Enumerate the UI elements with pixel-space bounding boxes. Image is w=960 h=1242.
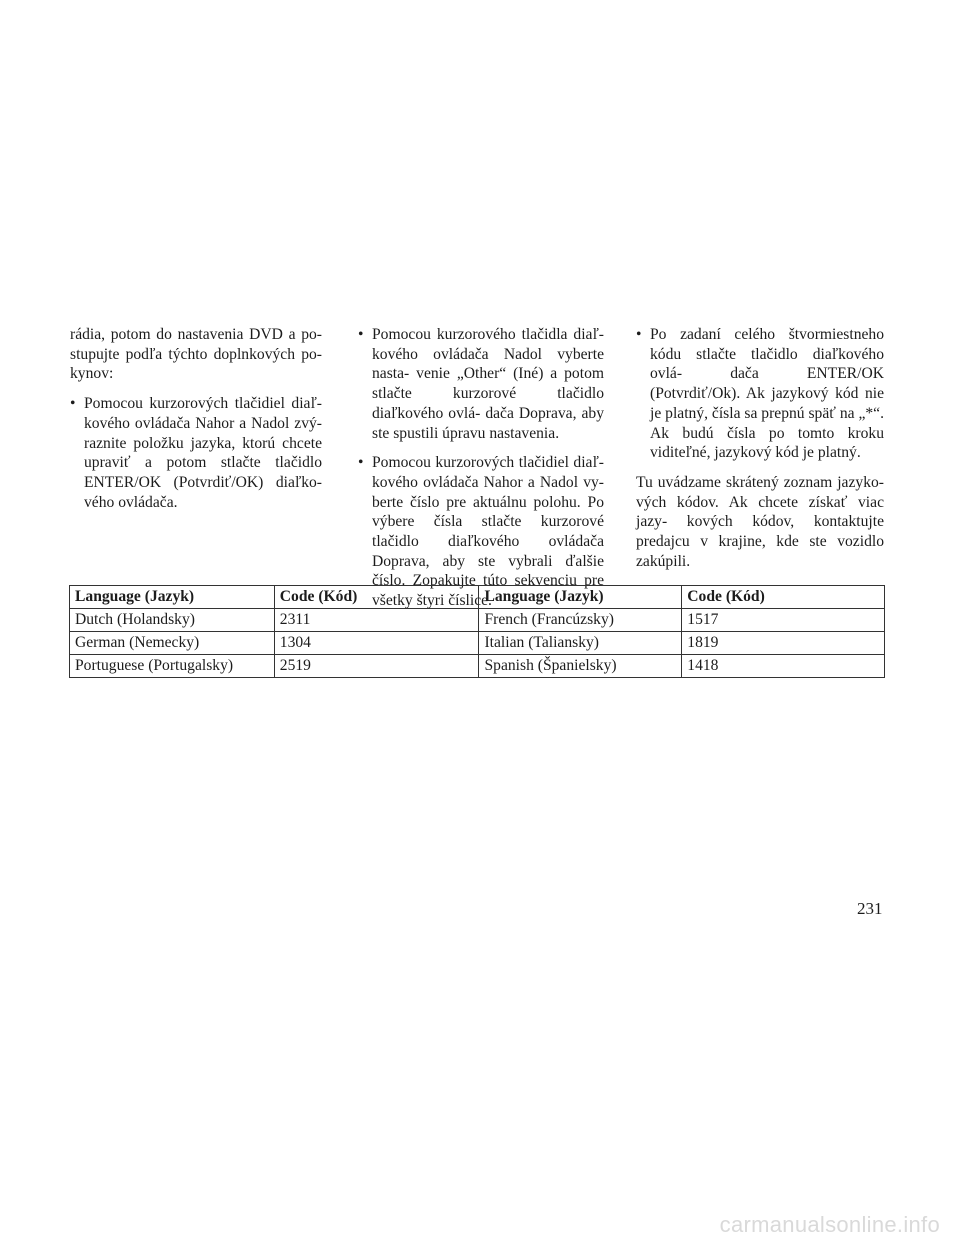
language-cell: Italian (Taliansky) <box>479 632 682 655</box>
list-item-text: Pomocou kurzorových tlačidiel diaľ- kového ovládača Nahor a Nadol vy- berte číslo pre aktuálnu polohu. Po výbere čísla stlačte kurzorové tlačidlo diaľkového ovládača Doprava, aby ste vybrali ďalšie číslo. Zopakujte túto sekvenciu pre všetky štyri číslice. <box>372 454 604 610</box>
language-cell: French (Francúzsky) <box>479 609 682 632</box>
list-item-text: Pomocou kurzorového tlačidla diaľ- kového ovládača Nadol vyberte nasta- venie „Other“ (Iné) a potom stlačte kurzorové tlačidlo diaľkového ovlá- dača Doprava, aby ste spustili úpravu nastavenia. <box>372 326 604 442</box>
code-cell: 1418 <box>682 655 885 678</box>
list-item <box>70 394 322 512</box>
language-cell: Spanish (Španielsky) <box>479 655 682 678</box>
instruction-list-3 <box>636 325 884 463</box>
text-column-1 <box>70 325 322 522</box>
bullet-marker: • <box>636 326 642 343</box>
list-item-text: Po zadaní celého štvormiestneho kódu stlačte tlačidlo diaľkového ovlá- dača ENTER/OK (Potvrdiť/Ok). Ak jazykový kód nie je platný, čísla sa prepnú späť na „*“. Ak budú čísla po tomto kroku viditeľné, jazykový kód je platný. <box>650 326 884 462</box>
table-row <box>70 655 885 678</box>
language-cell: German (Nemecky) <box>70 632 275 655</box>
site-watermark[interactable]: carmanualsonline.info <box>719 1212 940 1237</box>
page-number: 231 <box>857 899 883 918</box>
table-header-row <box>70 586 885 609</box>
code-cell: 1304 <box>274 632 479 655</box>
instruction-list-1 <box>70 394 322 512</box>
table-row <box>70 609 885 632</box>
bullet-marker: • <box>358 326 364 343</box>
column-header-language: Language (Jazyk) <box>479 586 682 609</box>
code-cell: 1517 <box>682 609 885 632</box>
bullet-marker: • <box>70 395 76 413</box>
list-item-text: Pomocou kurzorových tlačidiel diaľ- kového ovládača Nahor a Nadol zvý- raznite položku jazyka, ktorú chcete upraviť a potom stlačte tlačidlo ENTER/OK (Potvrdiť/OK) diaľko- vého ovládača. <box>84 395 322 511</box>
language-cell: Portuguese (Portugalsky) <box>70 655 275 678</box>
bullet-marker: • <box>358 454 364 472</box>
list-item <box>636 325 884 463</box>
text-column-2 <box>358 325 604 621</box>
language-cell: Dutch (Holandsky) <box>70 609 275 632</box>
language-code-table <box>69 585 885 678</box>
code-cell: 2311 <box>274 609 479 632</box>
list-item <box>358 325 604 443</box>
table-row <box>70 632 885 655</box>
column-header-language: Language (Jazyk) <box>70 586 275 609</box>
code-cell: 1819 <box>682 632 885 655</box>
column-header-code: Code (Kód) <box>682 586 885 609</box>
column-header-code: Code (Kód) <box>274 586 479 609</box>
intro-paragraph: rádia, potom do nastavenia DVD a po- stupujte podľa týchto doplnkových po- kynov: <box>70 326 322 383</box>
language-codes-note: Tu uvádzame skrátený zoznam jazyko- vých kódov. Ak chcete získať viac jazy- kových kódov, kontaktujte predajcu v krajine, kde ste vozidlo zakúpili. <box>636 473 884 570</box>
code-cell: 2519 <box>274 655 479 678</box>
text-column-3 <box>636 325 884 581</box>
instruction-list-2 <box>358 325 604 611</box>
